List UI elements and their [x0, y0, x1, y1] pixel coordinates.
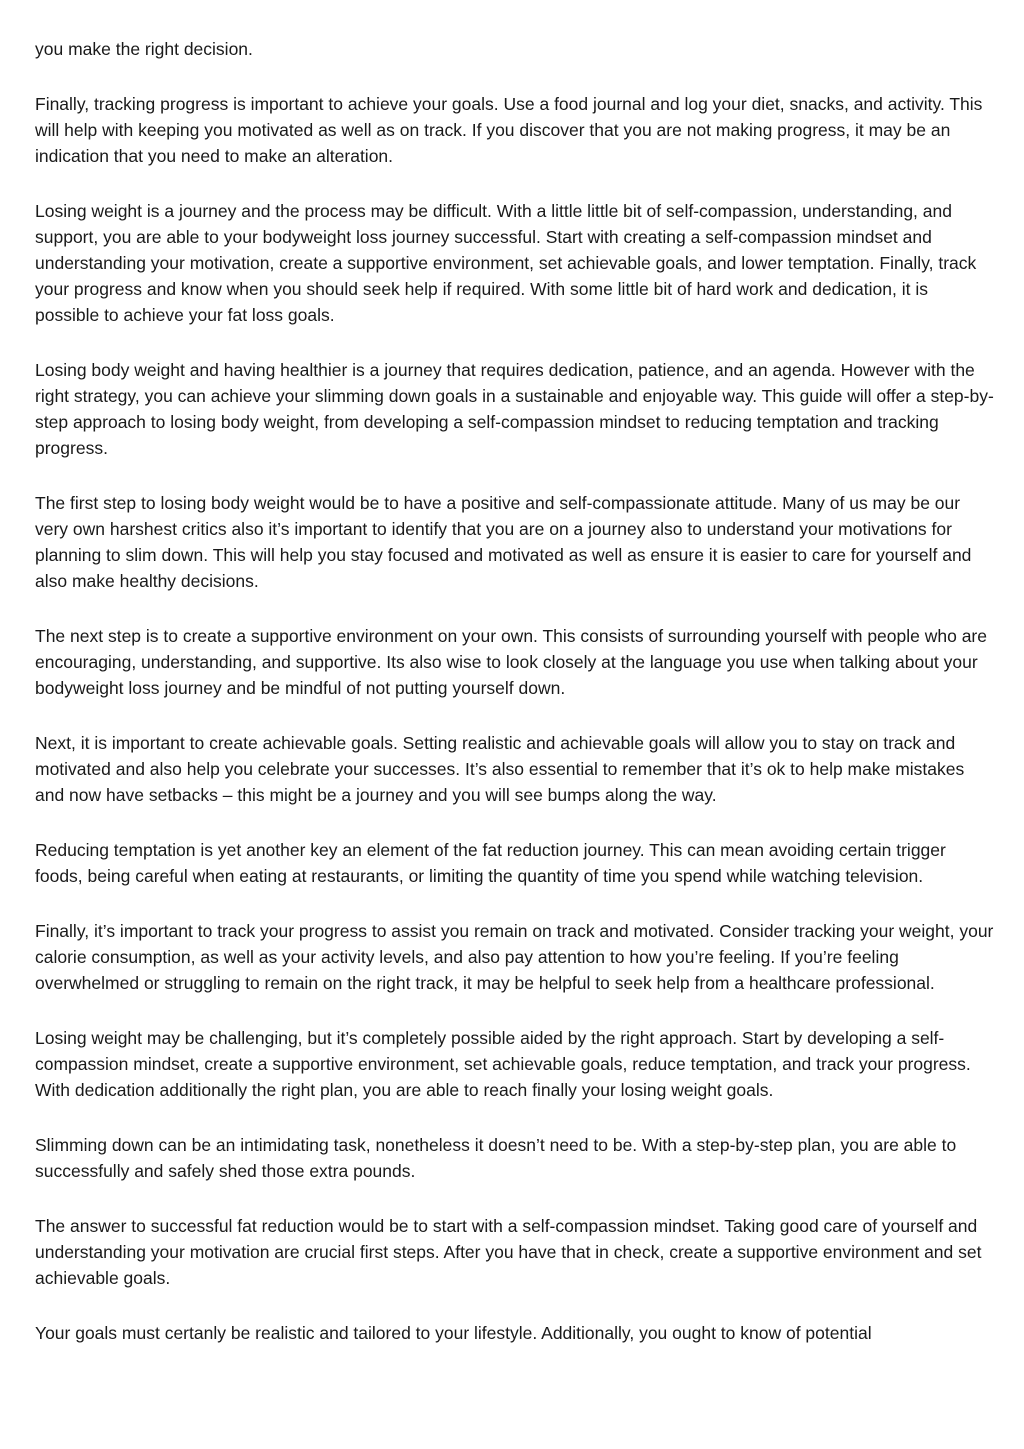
paragraph: you make the right decision.: [35, 39, 253, 59]
paragraph: Next, it is important to create achievable goals. Setting realistic and achievable goals will allow you to stay on track and motivated and also help you celebrate your successes. It’s also essential to remember that it’s ok to help make mistakes and now have setbacks – this might be a journey and you will see bumps along the way.: [35, 733, 965, 805]
paragraph: Reducing temptation is yet another key an element of the fat reduction journey. This can mean avoiding certain trigger foods, being careful when eating at restaurants, or limiting the quantity of time you spend while watching television.: [35, 840, 946, 886]
paragraph: Slimming down can be an intimidating task, nonetheless it doesn’t need to be. With a step-by-step plan, you are able to successfully and safely shed those extra pounds.: [35, 1135, 957, 1181]
document-page: [35, 36, 995, 1375]
paragraph: Losing weight may be challenging, but it’s completely possible aided by the right approach. Start by developing a self-compassion mindset, create a supportive environment, set achievable goals, reduce temptation, and track your progress. With dedication additionally the right plan, you are able to reach finally your losing weight goals.: [35, 1028, 971, 1100]
paragraph: The answer to successful fat reduction would be to start with a self-compassion mindset. Taking good care of yourself and understanding your motivation are crucial first steps. After you have that in check, create a supportive environment and set achievable goals.: [35, 1216, 982, 1288]
paragraph: Finally, it’s important to track your progress to assist you remain on track and motivated. Consider tracking your weight, your calorie consumption, as well as your activity levels, and also pay attention to how you’re feeling. If you’re feeling overwhelmed or struggling to remain on the right track, it may be helpful to seek help from a healthcare professional.: [35, 921, 994, 993]
paragraph: Losing body weight and having healthier is a journey that requires dedication, patience, and an agenda. However with the right strategy, you can achieve your slimming down goals in a sustainable and enjoyable way. This guide will offer a step-by-step approach to losing body weight, from developing a self-compassion mindset to reducing temptation and tracking progress.: [35, 360, 994, 458]
paragraph: The next step is to create a supportive environment on your own. This consists of surrounding yourself with people who are encouraging, understanding, and supportive. Its also wise to look closely at the language you use when talking about your bodyweight loss journey and be mindful of not putting yourself down.: [35, 626, 987, 698]
paragraph: Your goals must certanly be realistic and tailored to your lifestyle. Additionally, you ought to know of potential: [35, 1323, 872, 1343]
paragraph: The first step to losing body weight would be to have a positive and self-compassionate attitude. Many of us may be our very own harshest critics also it’s important to identify that you are on a journey also to understand your motivations for planning to slim down. This will help you stay focused and motivated as well as ensure it is easier to care for yourself and also make healthy decisions.: [35, 493, 972, 591]
paragraph: Finally, tracking progress is important to achieve your goals. Use a food journal and log your diet, snacks, and activity. This will help with keeping you motivated as well as on track. If you discover that you are not making progress, it may be an indication that you need to make an alteration.: [35, 94, 983, 166]
paragraph: Losing weight is a journey and the process may be difficult. With a little little bit of self-compassion, understanding, and support, you are able to your bodyweight loss journey successful. Start with creating a self-compassion mindset and understanding your motivation, create a supportive environment, set achievable goals, and lower temptation. Finally, track your progress and know when you should seek help if required. With some little bit of hard work and dedication, it is possible to achieve your fat loss goals.: [35, 201, 977, 325]
